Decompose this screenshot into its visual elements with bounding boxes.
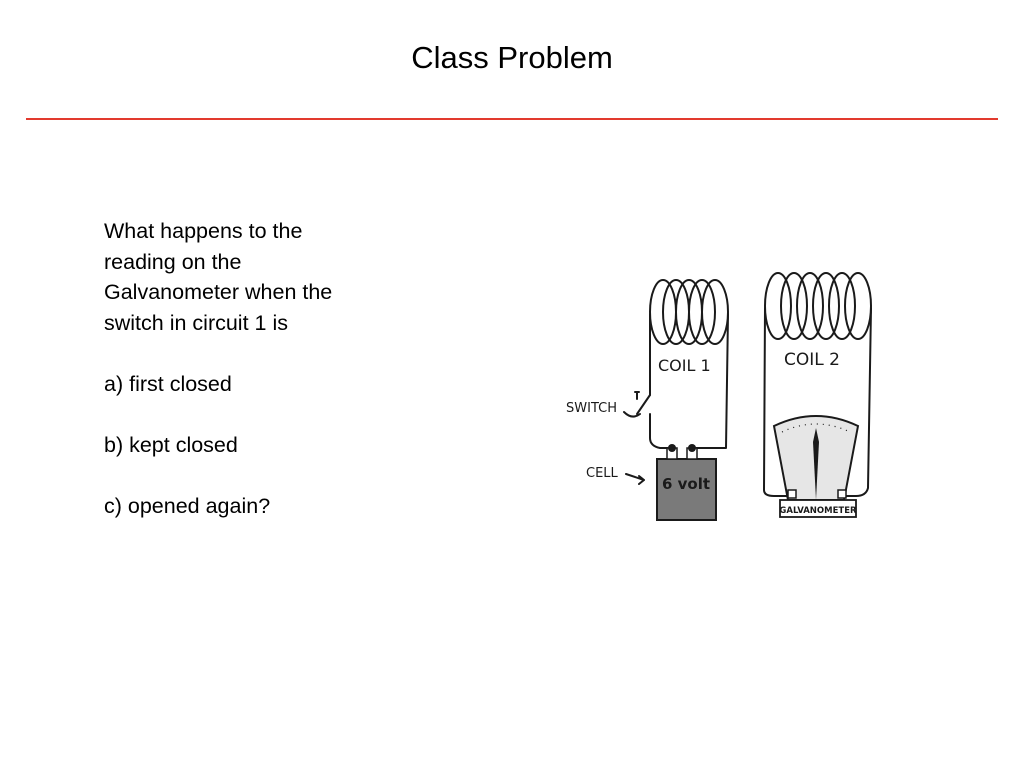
coil-1-label: COIL 1 [658,356,711,375]
question-text [104,216,404,522]
coil-1-windings [650,280,728,344]
galvanometer-label: GALVANOMETER [779,506,857,516]
title-divider [26,118,998,120]
cell-pointer-arrow [626,474,644,484]
option-a: a) first closed [104,371,232,396]
prompt-line: What happens to the [104,219,303,243]
coil-1-bottom-wire [650,414,674,448]
cell-label: CELL [586,466,618,481]
galvanometer [774,416,858,517]
prompt-line: Galvanometer when the [104,280,333,305]
switch-lever [637,395,650,414]
battery-label: 6 volt [661,475,711,493]
prompt-line: reading on the [104,249,242,274]
coil-2-windings [765,273,871,339]
option-c: c) opened again? [104,494,271,519]
switch-contact [635,392,639,399]
prompt-line: switch in circuit 1 is [104,310,288,335]
coil-2-label: COIL 2 [784,350,840,370]
switch-label: SWITCH [566,401,617,416]
slide-title: Class Problem [411,40,613,75]
induction-circuit-diagram [560,262,880,532]
option-b: b) kept closed [104,433,238,458]
